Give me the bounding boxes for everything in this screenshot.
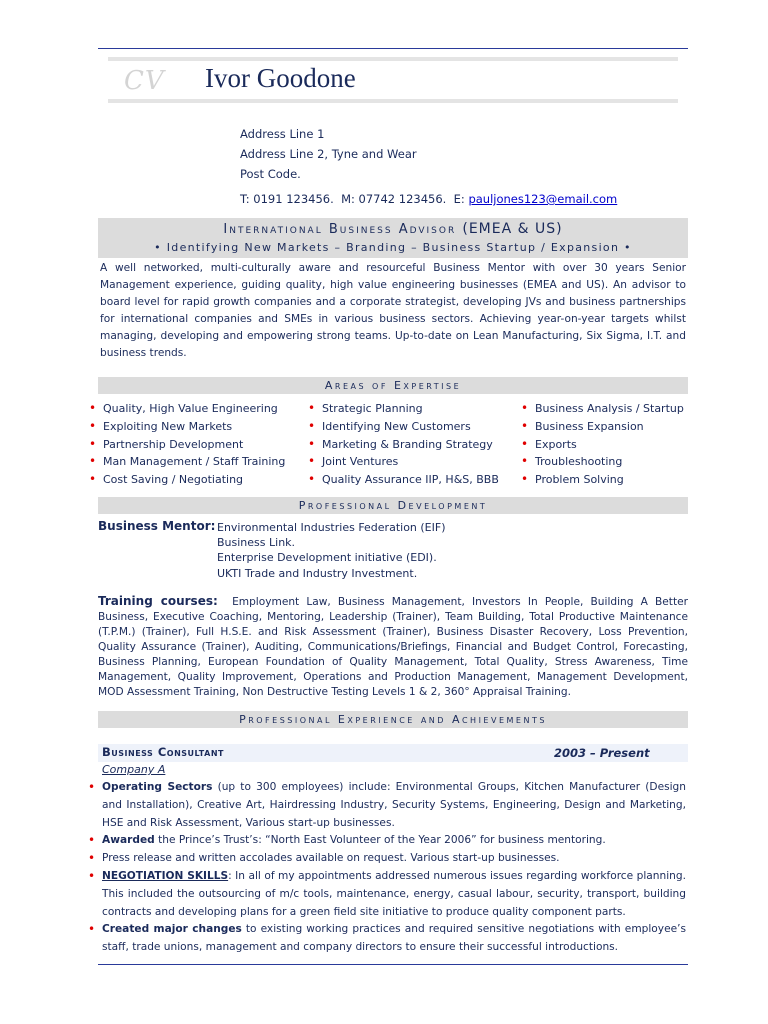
expertise-item: • Troubleshooting xyxy=(521,453,684,471)
mentor-label: Business Mentor: xyxy=(98,519,216,533)
mentor-list xyxy=(217,520,446,581)
email-link[interactable]: pauljones123@email.com xyxy=(468,192,618,206)
contact-phones: T: 0191 123456. M: 07742 123456. E: xyxy=(240,192,469,206)
bullet-icon: • xyxy=(308,454,316,469)
top-rule xyxy=(98,48,688,49)
bullet-icon: • xyxy=(88,833,96,848)
achievement-item: • Operating Sectors (up to 300 employees) include: Environmental Groups, Kitchen Manufacturer (Design and Installation), Creative Art, Hairdressing Industry, Security Systems, Engineering, Design and Marketing, HSE and Risk Assessment, Various start-up businesses. xyxy=(88,780,686,829)
bullet-icon: • xyxy=(521,454,529,469)
bullet-icon: • xyxy=(89,436,97,451)
training-label: Training courses: xyxy=(98,594,218,608)
header-band-top xyxy=(108,57,678,61)
bullet-icon: • xyxy=(88,780,96,794)
bullet-icon: • xyxy=(89,401,97,415)
section-heading-experience: Professional Experience and Achievements xyxy=(98,711,688,728)
expertise-column-3 xyxy=(521,400,684,489)
job-title: Business Consultant xyxy=(102,745,224,759)
expertise-item: • Quality Assurance IIP, H&S, BBB xyxy=(308,471,499,489)
cv-tag: CV xyxy=(124,66,165,96)
header-band-bottom xyxy=(108,99,678,103)
address-line-1: Address Line 1 xyxy=(240,127,325,141)
bullet-icon: • xyxy=(89,472,97,487)
achievement-item: • NEGOTIATION SKILLS: In all of my appointments addressed numerous issues regarding workforce planning. This included the outsourcing of m/c tools, maintenance, energy, casual labour, security, transport, building contracts and developing plans for a green field site initiative to produce quality component parts. xyxy=(88,868,686,918)
bottom-rule xyxy=(98,964,688,965)
achievement-item: • Press release and written accolades available on request. Various start-up businesses. xyxy=(86,850,686,868)
mentor-item: Environmental Industries Federation (EIF) xyxy=(217,521,446,534)
job-dates: 2003 – Present xyxy=(554,746,650,760)
expertise-item: • Marketing & Branding Strategy xyxy=(308,436,499,454)
mentor-item: Business Link. xyxy=(217,536,296,550)
achievement-item: • Created major changes to existing working practices and required sensitive negotiations with employee’s staff, trade unions, management and company directors to ensure their successful introductions. xyxy=(88,922,686,954)
expertise-item: • Quality, High Value Engineering xyxy=(89,400,285,418)
section-heading-expertise: Areas of Expertise xyxy=(98,377,688,394)
expertise-item: • Partnership Development xyxy=(89,436,285,454)
bullet-icon: • xyxy=(89,454,97,469)
achievements-list xyxy=(86,779,686,957)
expertise-item: • Man Management / Staff Training xyxy=(89,453,285,471)
expertise-column-1 xyxy=(89,400,285,489)
expertise-item: • Strategic Planning xyxy=(308,400,499,418)
expertise-item: • Identifying New Customers xyxy=(308,418,499,436)
title-subline: • Identifying New Markets – Branding – Business Startup / Expansion • xyxy=(154,241,632,254)
job-title-heading xyxy=(98,221,688,237)
expertise-item: • Problem Solving xyxy=(521,471,684,489)
bullet-icon: • xyxy=(308,401,316,415)
expertise-item: • Joint Ventures xyxy=(308,453,499,471)
bullet-icon: • xyxy=(521,401,529,415)
company-name: Company A xyxy=(102,763,166,776)
expertise-column-2 xyxy=(308,400,499,489)
bullet-icon: • xyxy=(308,472,316,487)
training-courses xyxy=(98,594,688,700)
expertise-item: • Exports xyxy=(521,436,684,454)
bullet-icon: • xyxy=(88,922,96,937)
candidate-name: Ivor Goodone xyxy=(205,63,356,93)
expertise-item: • Business Analysis / Startup xyxy=(521,400,684,418)
mentor-item: UKTI Trade and Industry Investment. xyxy=(217,566,418,580)
bullet-icon: • xyxy=(88,868,96,883)
bullet-icon: • xyxy=(89,418,97,433)
training-text: Employment Law, Business Management, Investors In People, Building A Better Business, Executive Coaching, Mentoring, Leadership (Trainer), Team Building, Total Productive Maintenance (T.P.M.) (Trainer), Full H.S.E. and Risk Assessment (Trainer), Business Disaster Recovery, Loss Prevention, Quality Assurance (Trainer), Auditing, Communications/Briefings, Financial and Budget Control, Forecasting, Business Planning, European Foundation of Quality Management, Total Quality, Stress Awareness, Time Management, Quality Improvement, Operations and Production Management, Management Development, MOD Assessment Training, Non Destructive Testing Levels 1 & 2, 360° Appraisal Training. xyxy=(98,596,688,698)
mentor-item: Enterprise Development initiative (EDI). xyxy=(217,551,437,565)
bullet-icon: • xyxy=(521,418,529,433)
contact-line xyxy=(240,192,617,207)
bullet-icon: • xyxy=(521,436,529,451)
achievement-item: • Awarded the Prince’s Trust’s: “North East Volunteer of the Year 2006” for business mentoring. xyxy=(86,832,686,850)
profile-summary: A well networked, multi-culturally aware and resourceful Business Mentor with over 30 years Senior Management experience, guiding quality, high value engineering businesses (EMEA and US). An advisor to board level for rapid growth companies and a corporate strategist, developing JVs and business partnerships for international companies and SMEs in various business sectors. Achieving year-on-year targets whilst managing, developing and empowering strong teams. Up-to-date on Lean Manufacturing, Six Sigma, I.T. and business trends. xyxy=(100,262,686,359)
bullet-icon: • xyxy=(521,472,529,487)
title-main-text: International Business Advisor xyxy=(223,222,457,237)
bullet-icon: • xyxy=(308,436,316,451)
address-block xyxy=(240,124,417,184)
address-line-2: Address Line 2, Tyne and Wear xyxy=(240,147,417,161)
expertise-item: • Cost Saving / Negotiating xyxy=(89,471,285,489)
expertise-item: • Business Expansion xyxy=(521,418,684,436)
bullet-icon: • xyxy=(88,851,96,866)
title-region: (EMEA & US) xyxy=(462,221,563,237)
section-heading-development: Professional Development xyxy=(98,497,688,514)
address-line-3: Post Code. xyxy=(240,167,301,181)
expertise-item: • Exploiting New Markets xyxy=(89,418,285,436)
bullet-icon: • xyxy=(308,418,316,433)
title-bar xyxy=(98,218,688,258)
